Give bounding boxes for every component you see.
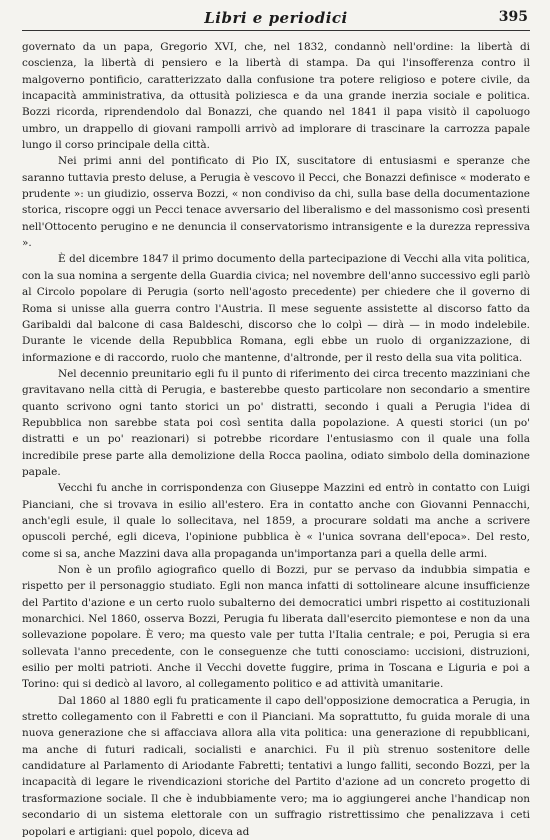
paragraph: governato da un papa, Gregorio XVI, che, nel 1832, condannò nell'ordine: la libertà di coscienza, la libertà di pensiero e la libertà di stampa. Da qui l'insofferenza contro il malgoverno pontificio, caratterizzato dalla confusione tra potere religioso e potere civile, da incapacità amministrativa, da ottusità poliziesca e da una grande inerzia sociale e politica. Bozzi ricorda, riprendendolo dal Bonazzi, che quando nel 1841 il papa visitò il capoluogo umbro, un drappello di giovani rampolli arrivò ad implorare di trascinare la carrozza papale lungo il corso principale della città. <box>22 41 530 152</box>
paragraph: Vecchi fu anche in corrispondenza con Giuseppe Mazzini ed entrò in contatto con Luigi Pianciani, che si trovava in esilio all'estero. Era in contatto anche con Giovanni Pennacchi, anch'egli esule, il quale lo sollecitava, nel 1859, a procurare soldati ma anche a scrivere opuscoli perché, egli diceva, l'opinione pubblica è « l'unica sovrana dell'epoca». Del resto, come si sa, anche Mazzini dava alla propaganda un'importanza pari a quella delle armi. <box>22 482 530 560</box>
paragraph: Non è un profilo agiografico quello di Bozzi, pur se pervaso da indubbia simpatia e rispetto per il personaggio studiato. Egli non manca infatti di sottolineare alcune insufficienze del Partito d'azione e un certo ruolo subalterno dei democratici umbri rispetto ai costituzionali monarchici. Nel 1860, osserva Bozzi, Perugia fu liberata dall'esercito piemontese e non da una sollevazione popolare. È vero; ma questo vale per tutta l'Italia centrale; e poi, Perugia si era sollevata l'anno precedente, con le conseguenze che tutti conosciamo: uccisioni, distruzioni, esilio per molti patrioti. Anche il Vecchi dovette fuggire, prima in Toscana e Liguria e poi a Torino: qui si dedicò al lavoro, al collegamento politico e ad attività umanitarie. <box>22 564 530 691</box>
paragraph: Dal 1860 al 1880 egli fu praticamente il capo dell'opposizione democratica a Perugia, in stretto collegamento con il Fabretti e con il Pianciani. Ma soprattutto, fu guida morale di una nuova generazione che si affacciava allora alla vita politica: una generazione di repubblicani, ma anche di futuri radicali, socialisti e anarchici. Fu il più strenuo sostenitore delle candidature al Parlamento di Ariodante Fabretti; tentativi a lungo falliti, secondo Bozzi, per la incapacità di legare le rivendicazioni storiche del Partito d'azione ad un concreto progetto di trasformazione sociale. Il che è indubbiamente vero; ma io aggiungerei anche l'handicap non secondario di un sistema elettorale con un suffragio ristrettissimo che penalizzava i ceti popolari e artigiani: quel popolo, diceva ad <box>22 694 530 838</box>
page-body <box>22 39 530 840</box>
running-title: Libri e periodici <box>204 9 348 27</box>
paragraph: Nel decennio preunitario egli fu il punto di riferimento dei circa trecento mazziniani che gravitavano nella città di Perugia, e basterebbe questo particolare non secondario a smentire quanto scrivono ogni tanto storici un po' distratti, secondo i quali a Perugia l'idea di Repubblica non sarebbe stata poi così sentita dalla popolazione. A questi storici (un po' distratti e un po' reazionari) si potrebbe ricordare l'entusiasmo con il quale una folla incredibile prese parte alla demolizione della Rocca paolina, odiato simbolo della dominazione papale. <box>22 367 530 478</box>
page-header <box>22 8 530 31</box>
book-page <box>22 8 530 840</box>
paragraph: Nei primi anni del pontificato di Pio IX, suscitatore di entusiasmi e speranze che saranno tuttavia presto deluse, a Perugia è vescovo il Pecci, che Bonazzi definisce « moderato e prudente »: un giudizio, osserva Bozzi, « non condiviso da chi, sulla base della documentazione storica, riscopre oggi un Pecci tenace avversario del liberalismo e del massonismo così presenti nell'Ottocento perugino e ne denuncia il conservatorismo intransigente e la durezza repressiva ». <box>22 155 530 250</box>
page-number: 395 <box>498 9 528 25</box>
paragraph: È del dicembre 1847 il primo documento della partecipazione di Vecchi alla vita politica, con la sua nomina a sergente della Guardia civica; nel novembre dell'anno successivo egli parlò al Circolo popolare di Perugia (sorto nell'agosto precedente) per chiedere che il governo di Roma si unisse alla guerra contro l'Austria. Il mese seguente assistette al discorso fatto da Garibaldi dal balcone di casa Baldeschi, discorso che lo colpì — dirà — in modo indelebile. Durante le vicende della Repubblica Romana, egli ebbe un ruolo di organizzazione, di informazione e di raccordo, ruolo che mantenne, d'altronde, per il resto della sua vita politica. <box>22 253 530 364</box>
